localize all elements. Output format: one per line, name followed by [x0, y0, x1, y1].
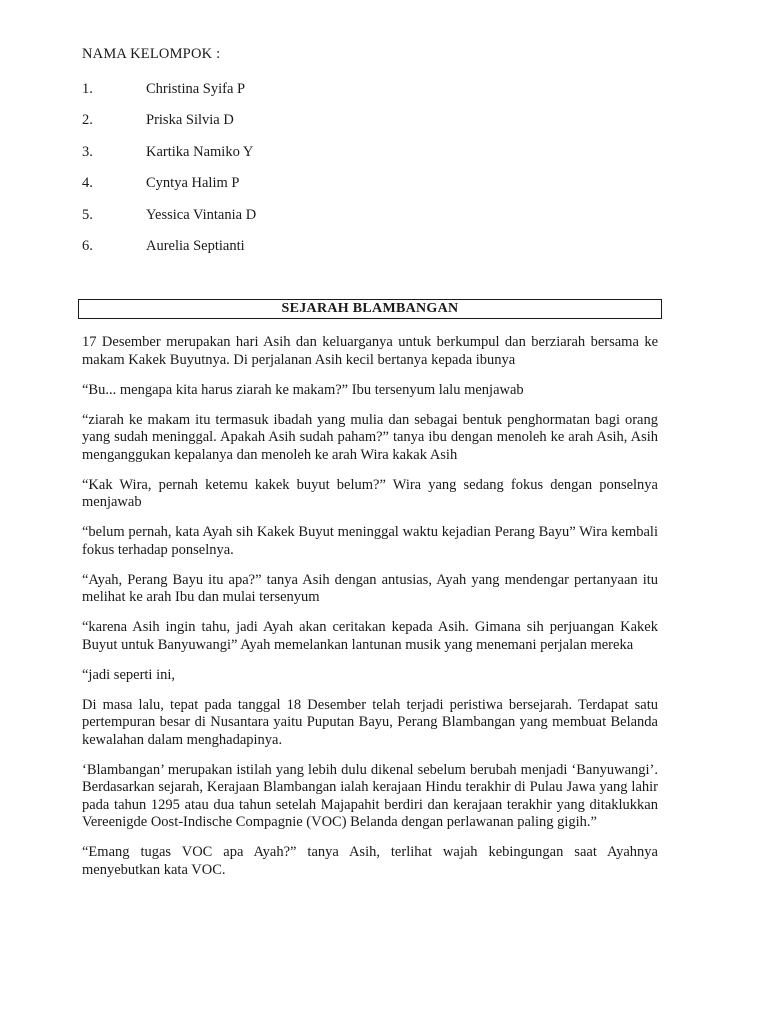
story-paragraph: “ziarah ke makam itu termasuk ibadah yang mulia dan sebagai bentuk penghormatan bagi orang yang sudah meninggal. Apakah Asih sudah paham?” tanya ibu dengan menoleh ke arah Asih, Asih menganggukan kepalanya dan menoleh ke arah Wira kakak Asih — [82, 411, 658, 463]
story-paragraph: “Kak Wira, pernah ketemu kakek buyut belum?” Wira yang sedang fokus dengan ponselnya menjawab — [82, 476, 658, 510]
story-paragraph: ‘Blambangan’ merupakan istilah yang lebih dulu dikenal sebelum berubah menjadi ‘Banyuwangi’. Berdasarkan sejarah, Kerajaan Blambangan ialah kerajaan Hindu terakhir di Pulau Jawa yang lahir pada tahun 1295 atau dua tahun setelah Majapahit berdiri dan kerajaan terakhir yang ditaklukkan Vereenigde Oost-Indische Compagnie (VOC) Belanda dengan perlawanan paling gigih.” — [82, 761, 658, 830]
member-number: 2. — [82, 112, 93, 129]
member-name: Christina Syifa P — [146, 81, 246, 97]
member-number: 3. — [82, 143, 93, 160]
member-number: 5. — [82, 206, 93, 223]
member-name: Priska Silvia D — [146, 112, 234, 129]
member-name: Aurelia Septianti — [146, 237, 245, 254]
member-number: 1. — [82, 81, 93, 97]
group-heading: NAMA KELOMPOK : — [82, 46, 221, 62]
story-paragraph: “belum pernah, kata Ayah sih Kakek Buyut meninggal waktu kejadian Perang Bayu” Wira kembali fokus terhadap ponselnya. — [82, 524, 658, 558]
member-name: Cyntya Halim P — [146, 175, 240, 192]
story-paragraph: Di masa lalu, tepat pada tanggal 18 Desember telah terjadi peristiwa bersejarah. Terdapat satu pertempuran besar di Nusantara yaitu Puputan Bayu, Perang Blambangan yang membuat Belanda kewalahan dalam menghadapinya. — [82, 696, 658, 748]
story-paragraph: 17 Desember merupakan hari Asih dan keluarganya untuk berkumpul dan berziarah bersama ke makam Kakek Buyutnya. Di perjalanan Asih kecil bertanya kepada ibunya — [82, 334, 658, 368]
member-number: 6. — [82, 237, 93, 254]
member-name: Kartika Namiko Y — [146, 143, 254, 160]
story-paragraph: “Emang tugas VOC apa Ayah?” tanya Asih, terlihat wajah kebingungan saat Ayahnya menyebutkan kata VOC. — [82, 844, 658, 878]
story-title: SEJARAH BLAMBANGAN — [78, 299, 662, 319]
member-number: 4. — [82, 175, 93, 192]
story-paragraph: “Ayah, Perang Bayu itu apa?” tanya Asih dengan antusias, Ayah yang mendengar pertanyaan itu melihat ke arah Ibu dan mulai tersenyum — [82, 571, 658, 605]
member-name: Yessica Vintania D — [146, 206, 257, 223]
story-body — [82, 334, 658, 892]
story-paragraph: “jadi seperti ini, — [82, 666, 176, 683]
story-paragraph: “Bu... mengapa kita harus ziarah ke makam?” Ibu tersenyum lalu menjawab — [82, 381, 524, 398]
story-paragraph: “karena Asih ingin tahu, jadi Ayah akan ceritakan kepada Asih. Gimana sih perjuangan Kakek Buyut untuk Banyuwangi” Ayah memelankan lantunan musik yang menemani perjalan mereka — [82, 619, 658, 653]
